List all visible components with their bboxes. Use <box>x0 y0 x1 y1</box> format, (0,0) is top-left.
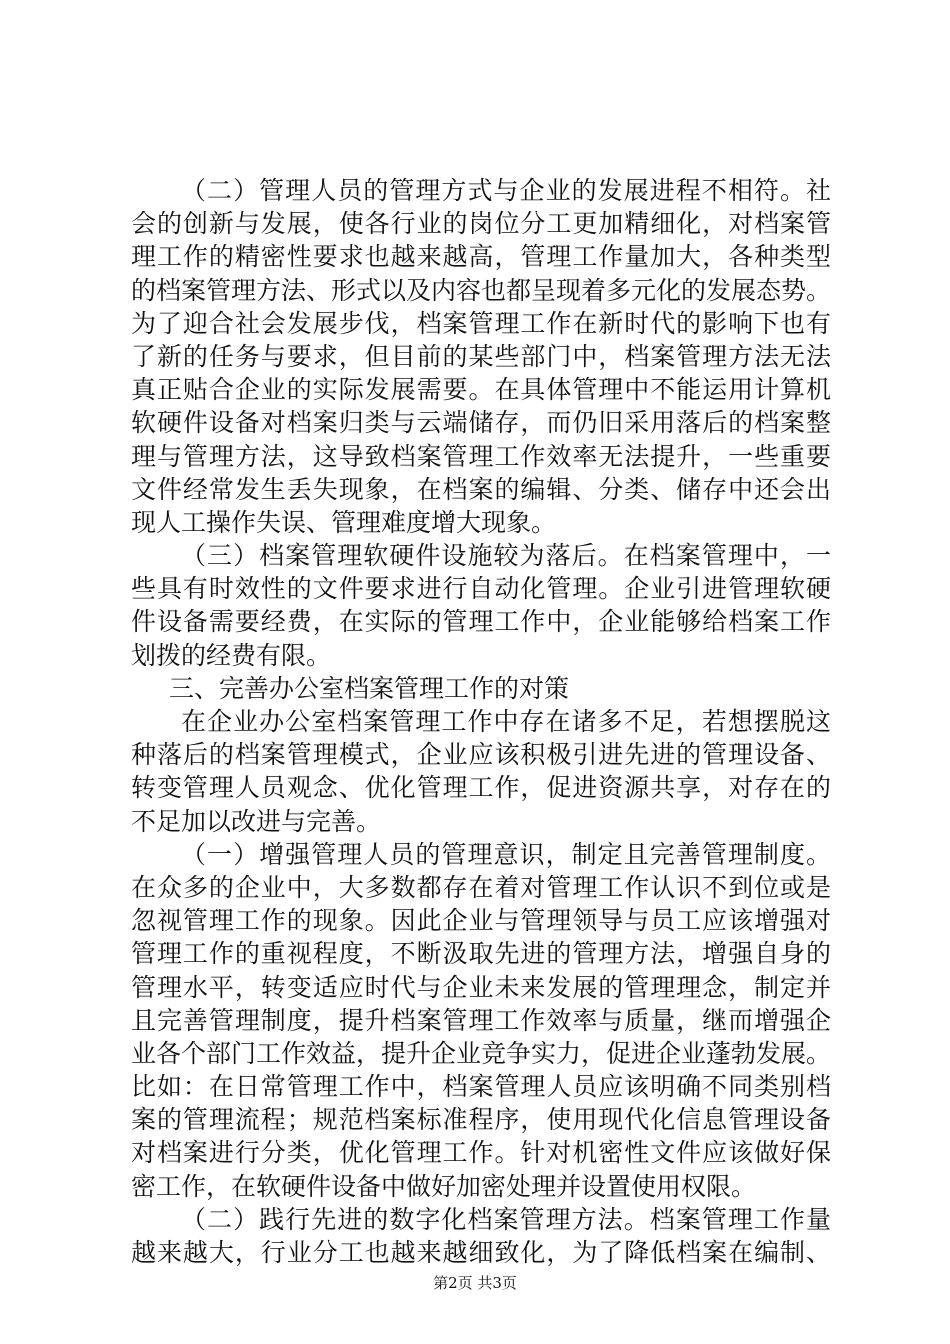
paragraph-line: 管理水平，转变适应时代与企业未来发展的管理理念，制定并 <box>131 972 831 1002</box>
paragraph-line: 对档案进行分类，优化管理工作。针对机密性文件应该做好保 <box>131 1138 831 1168</box>
paragraph-line: 忽视管理工作的现象。因此企业与管理领导与员工应该增强对 <box>131 906 831 936</box>
paragraph-line: 转变管理人员观念、优化管理工作，促进资源共享，对存在的 <box>131 773 831 803</box>
page-footer: 第2页 共3页 <box>433 1274 517 1292</box>
paragraph-line: 理工作的精密性要求也越来越高，管理工作量加大，各种类型 <box>131 242 831 272</box>
paragraph-line: 比如：在日常管理工作中，档案管理人员应该明确不同类别档 <box>131 1072 831 1102</box>
paragraph-line: 软硬件设备对档案归类与云端储存，而仍旧采用落后的档案整 <box>131 408 831 438</box>
paragraph-line: 业各个部门工作效益，提升企业竞争实力，促进企业蓬勃发展。 <box>131 1038 832 1068</box>
paragraph-line: 案的管理流程；规范档案标准程序，使用现代化信息管理设备 <box>131 1105 831 1135</box>
paragraph-line: 文件经常发生丢失现象，在档案的编辑、分类、储存中还会出 <box>131 474 831 504</box>
paragraph-line: 且完善管理制度，提升档案管理工作效率与质量，继而增强企 <box>131 1005 831 1035</box>
paragraph-line: 些具有时效性的文件要求进行自动化管理。企业引进管理软硬 <box>131 574 831 604</box>
paragraph-line: 真正贴合企业的实际发展需要。在具体管理中不能运用计算机 <box>131 375 831 405</box>
paragraph-line: 在企业办公室档案管理工作中存在诸多不足，若想摆脱这 <box>181 707 831 736</box>
paragraph-line: 种落后的档案管理模式，企业应该积极引进先进的管理设备、 <box>131 740 831 770</box>
paragraph-line: 的档案管理方法、形式以及内容也都呈现着多元化的发展态势。 <box>131 275 832 305</box>
section-heading: 三、完善办公室档案管理工作的对策 <box>169 673 570 703</box>
paragraph-line: 现人工操作失误、管理难度增大现象。 <box>131 507 557 537</box>
paragraph-line: 在众多的企业中，大多数都存在着对管理工作认识不到位或是 <box>131 872 831 902</box>
paragraph-line: （三）档案管理软硬件设施较为落后。在档案管理中，一 <box>181 541 831 571</box>
paragraph-line: 会的创新与发展，使各行业的岗位分工更加精细化，对档案管 <box>131 209 831 239</box>
document-body <box>131 174 831 1269</box>
paragraph-line: 密工作，在软硬件设备中做好加密处理并设置使用权限。 <box>131 1171 757 1201</box>
paragraph-line: （一）增强管理人员的管理意识，制定且完善管理制度。 <box>181 839 831 869</box>
paragraph-line: 了新的任务与要求，但目前的某些部门中，档案管理方法无法 <box>131 341 831 371</box>
paragraph-line: 件设备需要经费，在实际的管理工作中，企业能够给档案工作 <box>131 607 831 637</box>
paragraph-line: 不足加以改进与完善。 <box>131 806 382 836</box>
paragraph-line: 越来越大，行业分工也越来越细致化，为了降低档案在编制、 <box>131 1238 831 1267</box>
paragraph-line: 为了迎合社会发展步伐，档案管理工作在新时代的影响下也有 <box>131 308 831 338</box>
paragraph-line: （二）管理人员的管理方式与企业的发展进程不相符。社 <box>181 176 831 205</box>
paragraph-line: 管理工作的重视程度，不断汲取先进的管理方法，增强自身的 <box>131 939 831 969</box>
paragraph-line: 理与管理方法，这导致档案管理工作效率无法提升，一些重要 <box>131 441 831 471</box>
paragraph-line: （二）践行先进的数字化档案管理方法。档案管理工作量 <box>181 1204 831 1234</box>
paragraph-line: 划拨的经费有限。 <box>131 640 332 670</box>
